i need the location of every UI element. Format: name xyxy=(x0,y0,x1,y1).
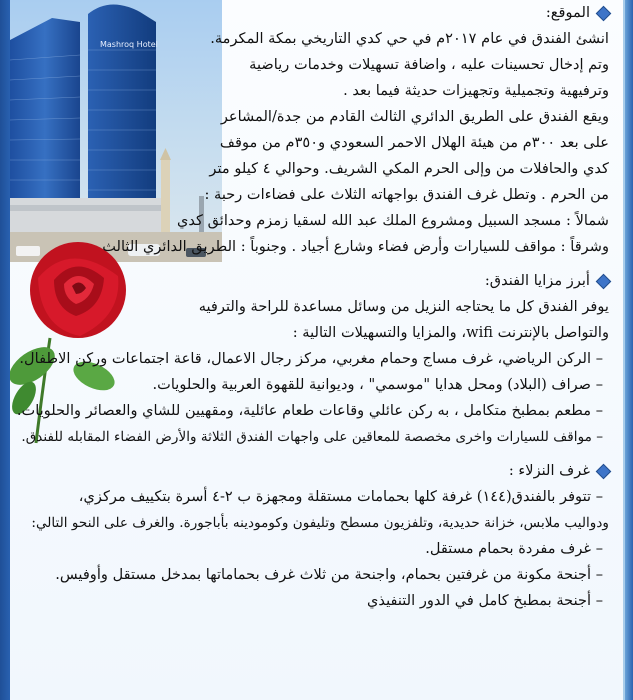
location-line: وترفيهية وتجميلية وتجهيزات حديثة فيما بعد . xyxy=(343,82,609,99)
hotel-sign: Mashroq Hotel xyxy=(100,40,158,49)
location-line: شمالاً : مسجد السبيل ومشروع الملك عبد الله لسقيا زمزم وحدائق كدي xyxy=(176,212,609,229)
location-heading xyxy=(9,0,609,26)
rooms-line: – أجنحة بمطبخ كامل في الدور التنفيذي xyxy=(367,592,603,609)
rooms-line: – أجنحة مكونة من غرفتين بحمام، واجنحة من ثلاث غرف بحماماتها بمدخل مستقل وأوفيس. xyxy=(55,566,603,583)
features-line: – الركن الرياضي، غرف مساج وحمام مغربي، مركز رجال الاعمال، قاعة اجتماعات وركن الاطفال. xyxy=(19,350,603,367)
diamond-bullet-icon xyxy=(596,5,612,21)
location-line: وتم إدخال تحسينات عليه ، واضافة تسهيلات وخدمات رياضية xyxy=(249,56,609,73)
features-line: – صراف (البلاد) ومحل هدايا "موسمي" ، وديوانية للقهوة العربية والحلويات. xyxy=(152,376,603,393)
location-line: كدي والحافلات من وإلى الحرم المكي الشريف. وحوالي ٤ كيلو متر xyxy=(209,160,609,177)
document-card xyxy=(10,0,623,700)
features-line: – مطعم بمطبخ متكامل ، به ركن عائلي وقاعات طعام عائلية، ومقهيين للشاي والعصائر والحلويات. xyxy=(16,402,603,419)
diamond-bullet-icon xyxy=(596,273,612,289)
location-line: ويقع الفندق على الطريق الدائري الثالث القادم من جدة/المشاعر xyxy=(220,108,609,125)
features-line: والتواصل بالإنترنت wifi، والمزايا والتسهيلات التالية : xyxy=(292,324,609,341)
article-content xyxy=(9,0,609,614)
diamond-bullet-icon xyxy=(596,463,612,479)
rooms-line: – تتوفر بالفندق(١٤٤) غرفة كلها بحمامات مستقلة ومجهزة ب ٢-٤ أسرة بتكييف مركزي، xyxy=(78,488,603,505)
features-heading xyxy=(9,268,609,294)
features-line: يوفر الفندق كل ما يحتاجه النزيل من وسائل مساعدة للراحة والترفيه xyxy=(198,298,609,315)
rooms-title: غرف النزلاء : xyxy=(508,462,590,479)
location-title: الموقع: xyxy=(545,4,590,21)
rooms-line: – غرف مفردة بحمام مستقل. xyxy=(425,540,603,557)
rooms-line: ودواليب ملابس، خزانة حديدية، وتلفزيون مسطح وتليفون وكومودينه بأباجورة. والغرف على النحو التالي: xyxy=(31,515,609,531)
location-line: انشئ الفندق في عام ٢٠١٧م في حي كدي التاريخي بمكة المكرمة. xyxy=(210,30,609,47)
features-title: أبرز مزايا الفندق: xyxy=(484,272,590,289)
location-line: من الحرم . وتطل غرف الفندق بواجهاته الثلاث على فضاءات رحبة : xyxy=(204,186,609,203)
right-border xyxy=(625,0,633,700)
features-line: – مواقف للسيارات واخرى مخصصة للمعاقين على واجهات الفندق الثلاثة والأرض الفضاء المقابله للفندق. xyxy=(21,429,603,445)
location-line: وشرقاً : مواقف للسيارات وأرض فضاء وشارع أجياد . وجنوباً : الطريق الدائري الثالث xyxy=(102,238,609,255)
location-line: على بعد ٣٠٠م من هيئة الهلال الاحمر السعودي و٣٥٠م من موقف xyxy=(219,134,609,151)
rooms-heading xyxy=(9,458,609,484)
